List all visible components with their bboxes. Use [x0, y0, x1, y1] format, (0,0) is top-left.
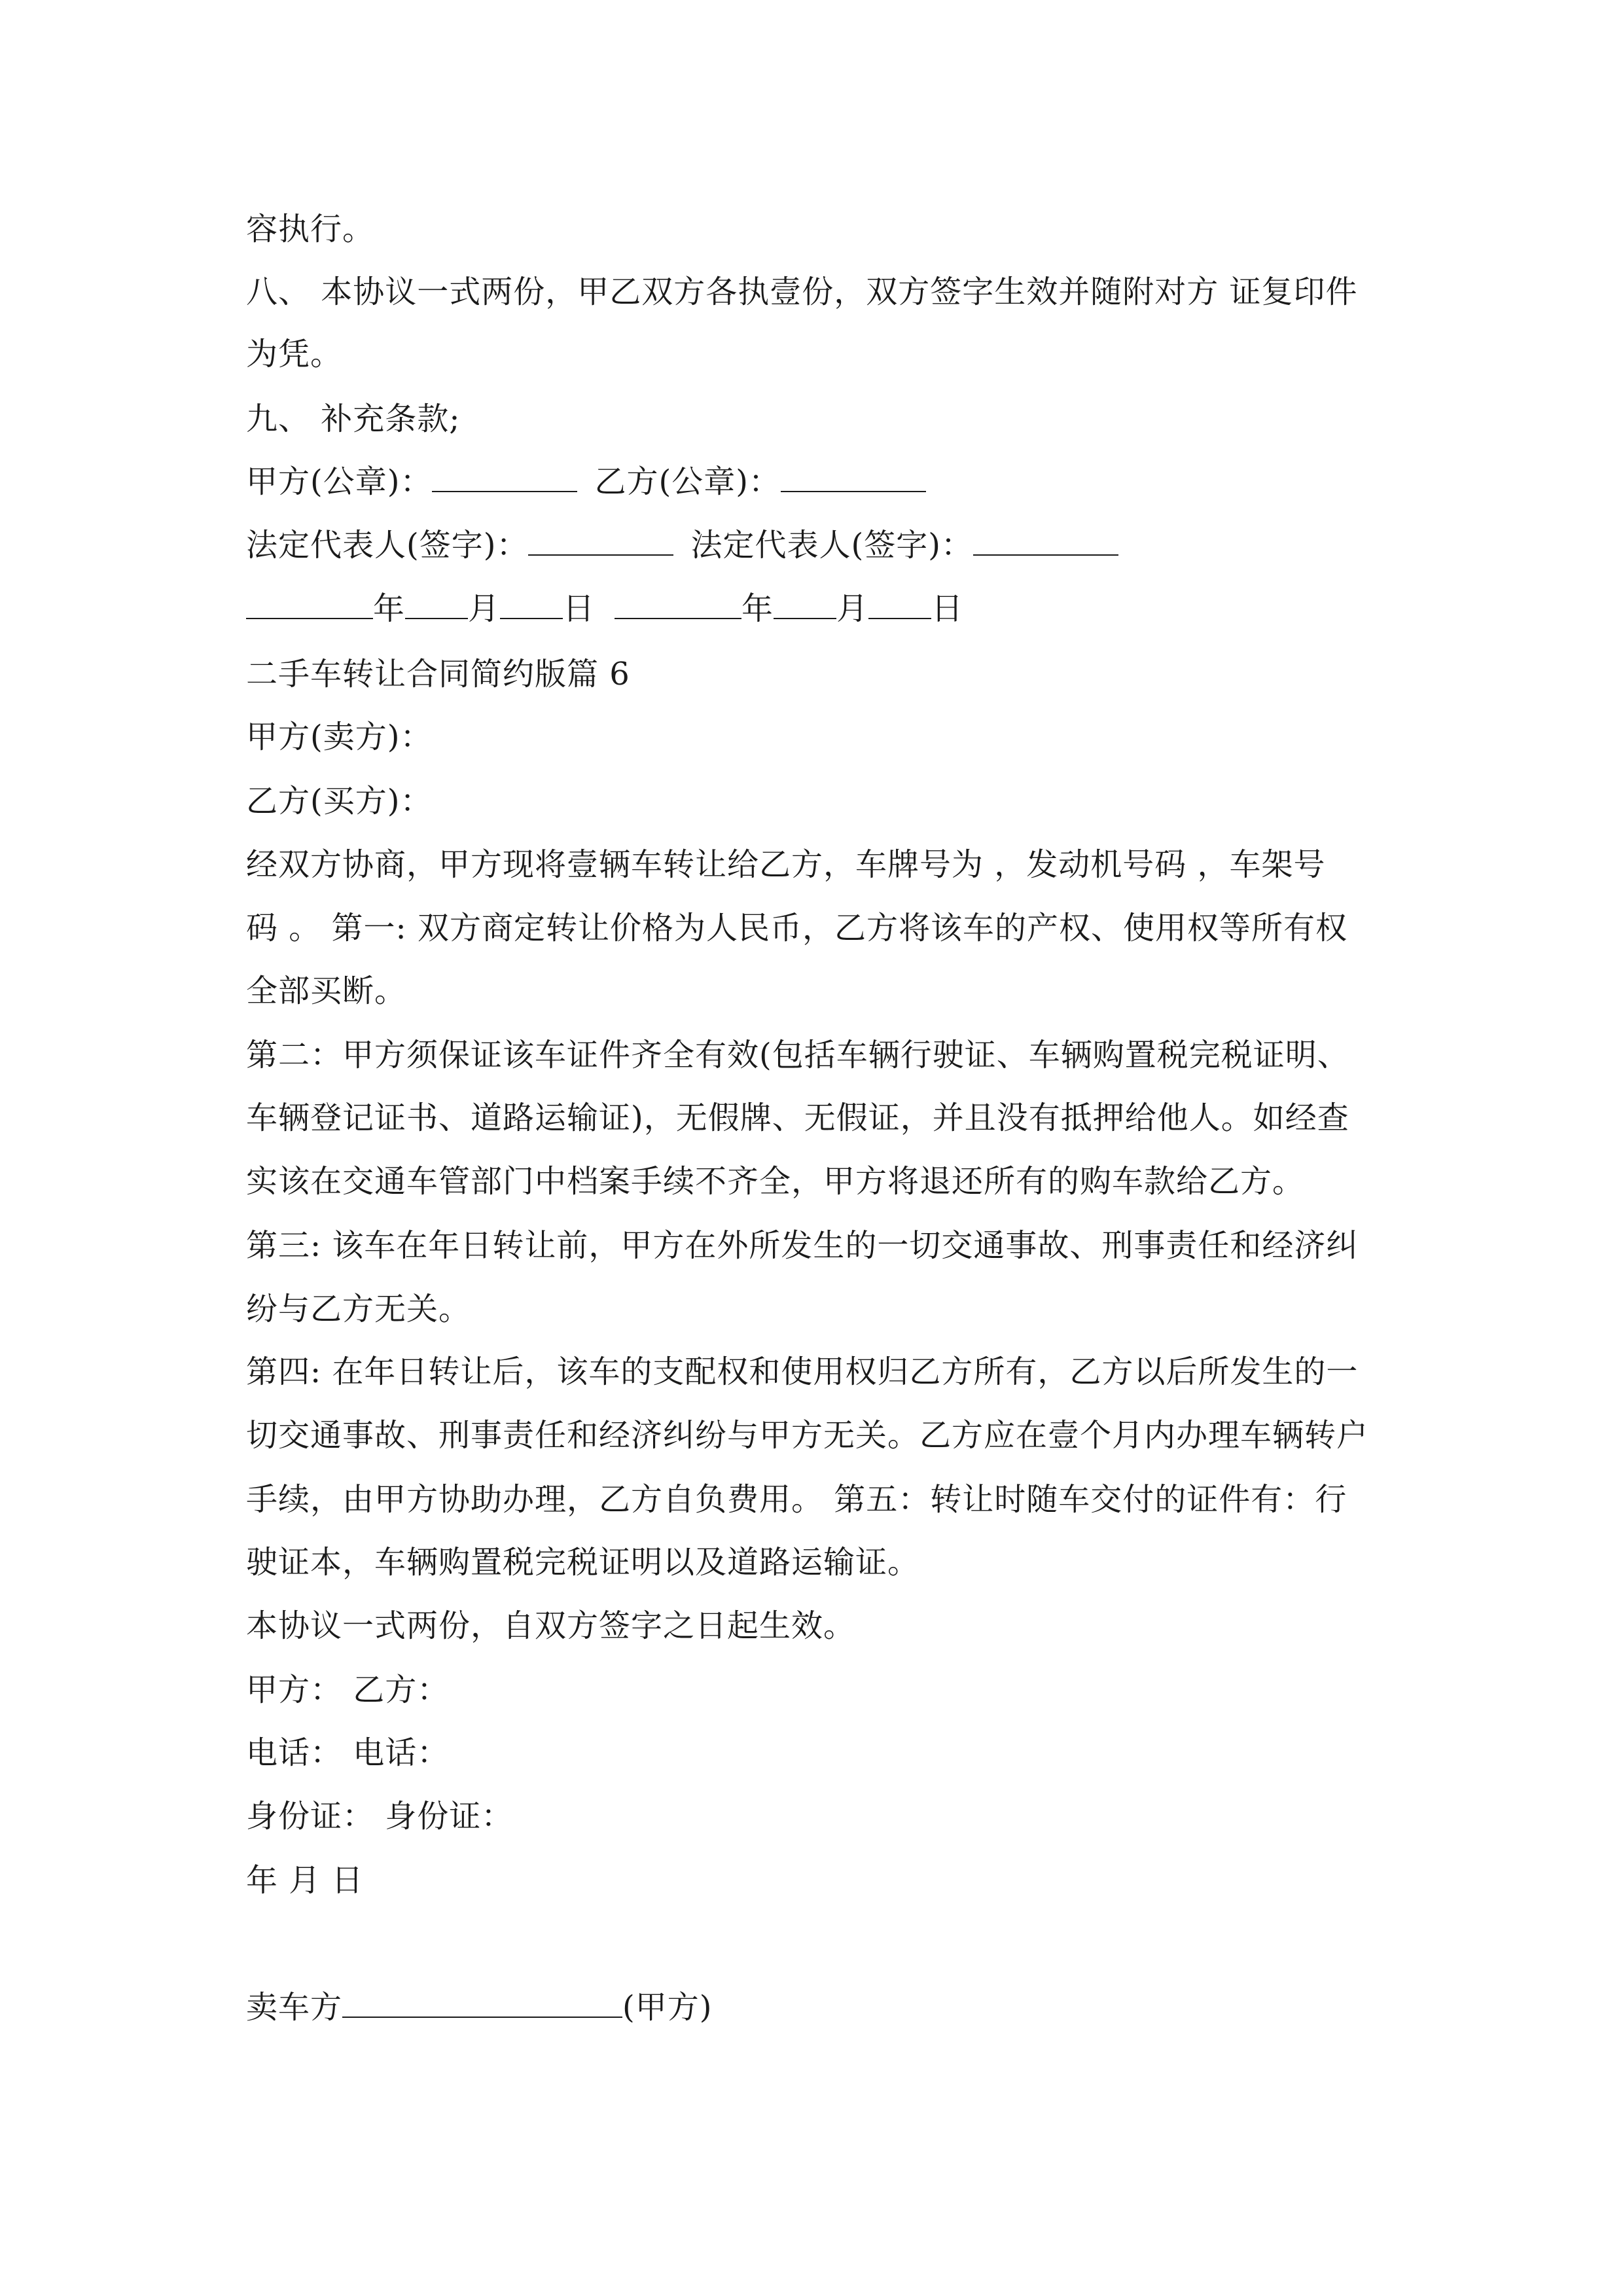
paragraph-line: 码 。 第一: 双方商定转让价格为人民币，乙方将该车的产权、使用权等所有权: [246, 910, 1347, 946]
day-label: 日: [931, 590, 964, 627]
day-blank: [868, 589, 931, 619]
date-row: [246, 589, 963, 628]
paragraph-line: 切交通事故、刑事责任和经济纠纷与甲方无关。乙方应在壹个月内办理车辆转户: [246, 1417, 1369, 1454]
paragraph-line: 驶证本，车辆购置税完税证明以及道路运输证。: [246, 1544, 920, 1581]
text-line: 为凭。: [246, 336, 343, 372]
party-names-line: 甲方： 乙方：: [246, 1672, 450, 1708]
legal-rep-a-label: 法定代表人(签字)：: [246, 527, 529, 564]
day-label: 日: [563, 590, 596, 627]
seller-suffix: (甲方): [622, 1989, 713, 2026]
party-b-seal-label: 乙方(公章)：: [594, 463, 781, 500]
seller-line: 甲方(卖方)：: [246, 719, 433, 755]
id-card-line: 身份证： 身份证：: [246, 1798, 514, 1835]
day-blank: [500, 589, 563, 619]
year-blank: [615, 589, 741, 619]
buyer-line: 乙方(买方)：: [246, 783, 433, 819]
seal-row: [246, 462, 926, 501]
section-heading: 二手车转让合同简约版篇 6: [246, 656, 630, 692]
party-a-seal-label: 甲方(公章)：: [246, 463, 433, 500]
date-line: 年 月 日: [246, 1862, 364, 1899]
year-label: 年: [741, 590, 774, 627]
paragraph-line: 第二：甲方须保证该车证件齐全有效(包括车辆行驶证、车辆购置税完税证明、: [246, 1037, 1349, 1073]
seller-label: 卖车方: [246, 1989, 343, 2026]
clause-eight: 八、 本协议一式两份，甲乙双方各执壹份，双方签字生效并随附对方 证复印件: [246, 274, 1358, 310]
year-label: 年: [373, 590, 406, 627]
paragraph-line: 第三: 该车在年日转让前，甲方在外所发生的一切交通事故、刑事责任和经济纠: [246, 1227, 1359, 1264]
legal-rep-b-blank: [973, 526, 1118, 556]
seller-signature-line: [246, 1988, 712, 2027]
legal-rep-a-blank: [528, 526, 673, 556]
paragraph-line: 经双方协商，甲方现将壹辆车转让给乙方，车牌号为 ，发动机号码 ，车架号: [246, 846, 1326, 883]
clause-nine: 九、 补充条款;: [246, 401, 461, 437]
paragraph-line: 手续，由甲方协助办理，乙方自负费用。 第五：转让时随车交付的证件有：行: [246, 1481, 1347, 1518]
party-b-seal-blank: [781, 462, 926, 492]
text-line: 容执行。: [246, 211, 375, 247]
seller-signature-blank: [342, 1988, 622, 2018]
paragraph-line: 本协议一式两份，自双方签字之日起生效。: [246, 1607, 856, 1644]
party-a-seal-blank: [432, 462, 577, 492]
paragraph-line: 全部买断。: [246, 973, 407, 1009]
phone-line: 电话： 电话：: [246, 1734, 450, 1771]
legal-rep-b-label: 法定代表人(签字)：: [690, 527, 973, 564]
paragraph-line: 车辆登记证书、道路运输证)，无假牌、无假证，并且没有抵押给他人。如经查: [246, 1100, 1349, 1136]
year-blank: [246, 589, 373, 619]
paragraph-line: 实该在交通车管部门中档案手续不齐全，甲方将退还所有的购车款给乙方。: [246, 1163, 1305, 1200]
month-blank: [774, 589, 836, 619]
paragraph-line: 第四: 在年日转让后，该车的支配权和使用权归乙方所有，乙方以后所发生的一: [246, 1354, 1359, 1390]
legal-rep-row: [246, 526, 1118, 565]
month-label: 月: [836, 590, 869, 627]
month-label: 月: [468, 590, 501, 627]
paragraph-line: 纷与乙方无关。: [246, 1291, 471, 1327]
month-blank: [405, 589, 468, 619]
